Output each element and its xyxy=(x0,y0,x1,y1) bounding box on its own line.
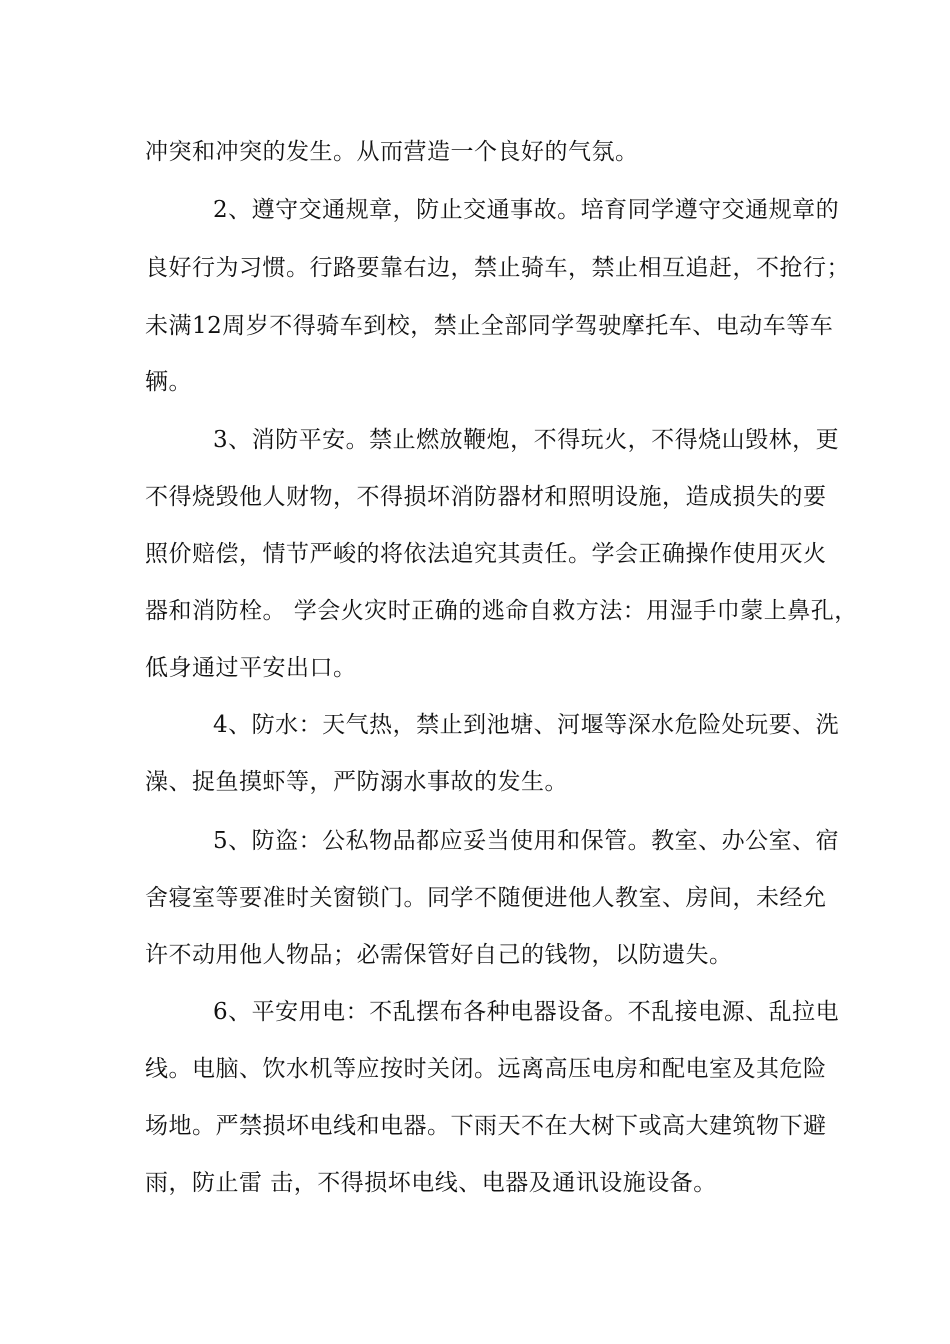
text-line: 澡、捉鱼摸虾等，严防溺水事故的发生。 xyxy=(145,769,568,795)
text-line: 4、防水：天气热，禁止到池塘、河堰等深水危险处玩要、洗 xyxy=(213,712,840,738)
text-line: 照价赔偿，情节严峻的将依法追究其责任。学会正确操作使用灭火 xyxy=(145,541,827,567)
text-line: 许不动用他人物品；必需保管好自己的钱物，以防遗失。 xyxy=(145,942,733,968)
text-line: 雨，防止雷 击，不得损坏电线、电器及通讯设施设备。 xyxy=(145,1170,717,1196)
text-line: 器和消防栓。 学会火灾时正确的逃命自救方法：用湿手巾蒙上鼻孔， xyxy=(145,598,858,624)
text-line: 低身通过平安出口。 xyxy=(145,655,357,681)
text-line: 舍寝室等要准时关窗锁门。同学不随便进他人教室、房间，未经允 xyxy=(145,885,827,911)
text-line: 场地。严禁损坏电线和电器。下雨天不在大树下或高大建筑物下避 xyxy=(145,1113,827,1139)
text-line: 线。电脑、饮水机等应按时关闭。远离高压电房和配电室及其危险 xyxy=(145,1056,827,1082)
text-line: 辆。 xyxy=(145,369,192,395)
text-line: 良好行为习惯。行路要靠右边，禁止骑车，禁止相互追赶，不抢行； xyxy=(145,255,850,281)
text-line: 冲突和冲突的发生。从而营造一个良好的气氛。 xyxy=(145,139,639,165)
text-line: 3、消防平安。禁止燃放鞭炮，不得玩火，不得烧山毁林，更 xyxy=(213,427,840,453)
text-line: 6、平安用电：不乱摆布各种电器设备。不乱接电源、乱拉电 xyxy=(213,999,840,1025)
text-line: 5、防盗：公私物品都应妥当使用和保管。教室、办公室、宿 xyxy=(213,828,840,854)
text-line: 未满12周岁不得骑车到校，禁止全部同学驾驶摩托车、电动车等车 xyxy=(145,313,834,339)
text-line: 不得烧毁他人财物，不得损坏消防器材和照明设施，造成损失的要 xyxy=(145,484,827,510)
text-line: 2、遵守交通规章，防止交通事故。培育同学遵守交通规章的 xyxy=(213,197,840,223)
